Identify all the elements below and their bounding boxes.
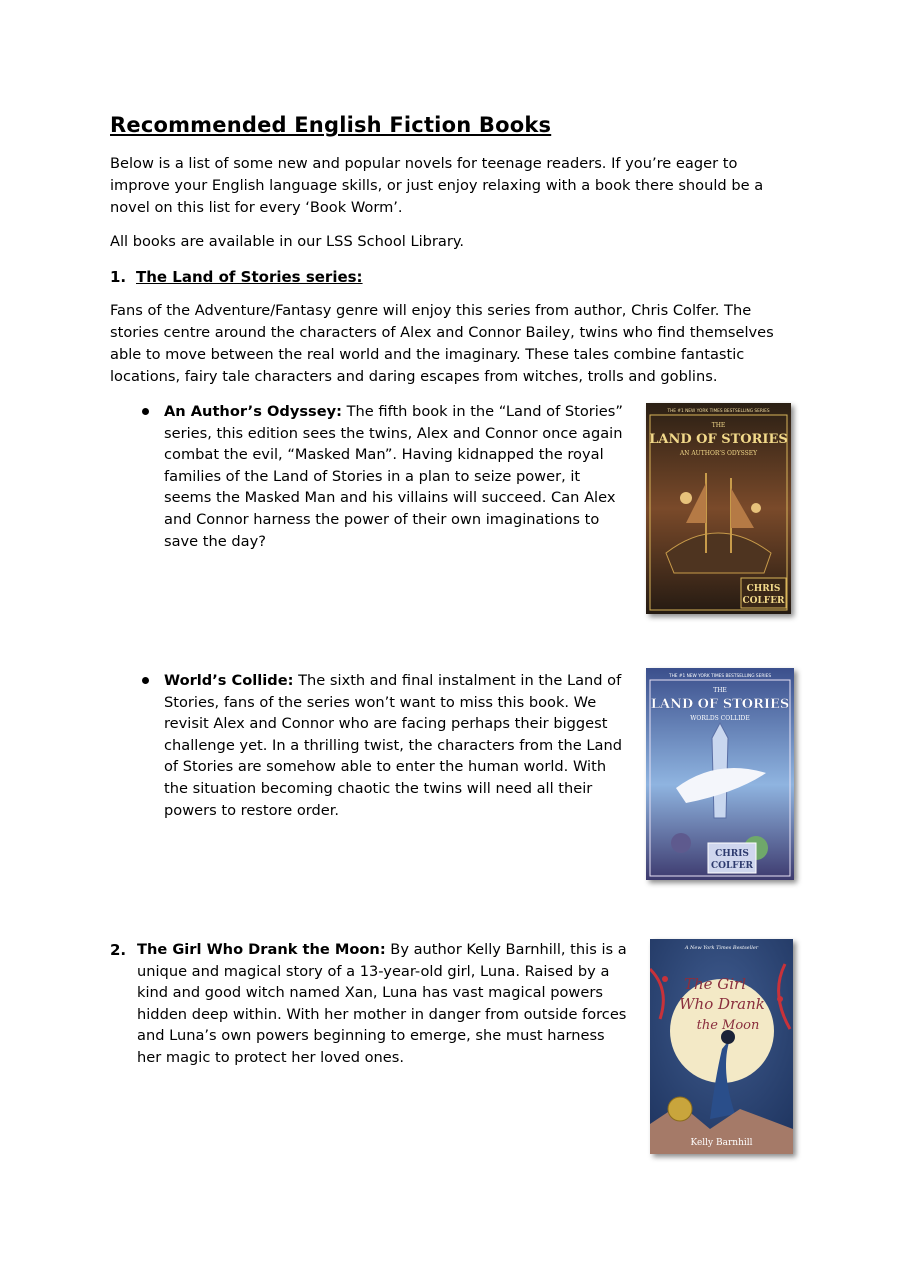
book-cover-odyssey bbox=[646, 403, 791, 614]
book-cover-worlds-collide bbox=[646, 668, 794, 880]
section-1-number: 1. bbox=[110, 268, 127, 286]
cover-author-first: CHRIS bbox=[746, 584, 781, 594]
cover-author: Kelly Barnhill bbox=[690, 1138, 753, 1148]
cover-banner: A New York Times Bestseller bbox=[684, 945, 759, 951]
section-2-title: The Girl Who Drank the Moon: bbox=[137, 941, 386, 958]
book-worlds-collide-title: World’s Collide: bbox=[164, 672, 294, 689]
intro-paragraph: Below is a list of some new and popular novels for teenage readers. If you’re eager to improve your English language skills, or just enjoy relaxing with a book there should be a novel on this list for every ‘Book Worm’. bbox=[110, 155, 764, 216]
book-odyssey-description bbox=[164, 401, 626, 552]
cover-author-last: COLFER bbox=[742, 596, 785, 606]
cover-subtitle: WORLDS COLLIDE bbox=[690, 715, 750, 722]
cover-series-the: THE bbox=[711, 422, 726, 429]
cover-title-line-3: the Moon bbox=[696, 1018, 760, 1033]
bullet-icon bbox=[142, 677, 149, 684]
book-odyssey-title: An Author’s Odyssey: bbox=[164, 403, 342, 420]
cover-series-name: LAND OF STORIES bbox=[649, 432, 788, 447]
bullet-icon bbox=[142, 408, 149, 415]
cover-title-line-2: Who Drank bbox=[679, 995, 765, 1013]
section-1-heading bbox=[110, 266, 363, 288]
section-1-description: Fans of the Adventure/Fantasy genre will enjoy this series from author, Chris Colfer. The stories centre around the characters of Alex and Connor Bailey, twins who find themselves able to move between the real world and the imaginary. These tales combine fantastic locations, fairy tale characters and daring escapes from witches, trolls and goblins. bbox=[110, 302, 774, 385]
cover-series-name: LAND OF STORIES bbox=[650, 697, 790, 712]
book-cover-girl-who-drank-the-moon bbox=[650, 939, 793, 1154]
cover-subtitle: AN AUTHOR’S ODYSSEY bbox=[679, 450, 758, 457]
book-worlds-collide-description bbox=[164, 670, 626, 821]
section-2-text: By author Kelly Barnhill, this is a unique and magical story of a 13-year-old girl, Luna. Raised by a kind and good witch named Xan, Luna has vast magical powers hidden deep within. With her mother in danger from outside forces and Luna’s own powers beginning to emerge, she must harness her magic to protect her loved ones. bbox=[137, 941, 627, 1066]
cover-banner: THE #1 NEW YORK TIMES BESTSELLING SERIES bbox=[667, 409, 770, 414]
cover-title-line-1: The Girl bbox=[683, 975, 747, 993]
section-1-title: The Land of Stories series: bbox=[136, 268, 363, 286]
cover-series-the: THE bbox=[713, 687, 727, 694]
book-worlds-collide-text: The sixth and final instalment in the Land of Stories, fans of the series won’t want to miss this book. We revisit Alex and Connor who are facing perhaps their biggest challenge yet. In a thrilling twist, the characters from the Land of Stories are somehow able to enter the human world. With the situation becoming chaotic the twins will need all their powers to restore order. bbox=[164, 672, 622, 819]
section-2-number: 2. bbox=[110, 941, 127, 959]
book-odyssey-text: The fifth book in the “Land of Stories” series, this edition sees the twins, Alex and Connor once again combat the evil, “Masked Man”. Having kidnapped the royal families of the Land of Stories in a plan to seize power, it seems the Masked Man and his villains will succeed. Can Alex and Connor harness the power of their own imaginations to save the day? bbox=[164, 403, 623, 550]
section-2-description bbox=[137, 939, 633, 1069]
availability-note: All books are available in our LSS School Library. bbox=[110, 233, 465, 250]
cover-author-first: CHRIS bbox=[715, 849, 749, 859]
page-title: Recommended English Fiction Books bbox=[110, 113, 552, 137]
cover-author-last: COLFER bbox=[710, 861, 754, 871]
cover-banner: THE #1 NEW YORK TIMES BESTSELLING SERIES bbox=[668, 674, 772, 679]
